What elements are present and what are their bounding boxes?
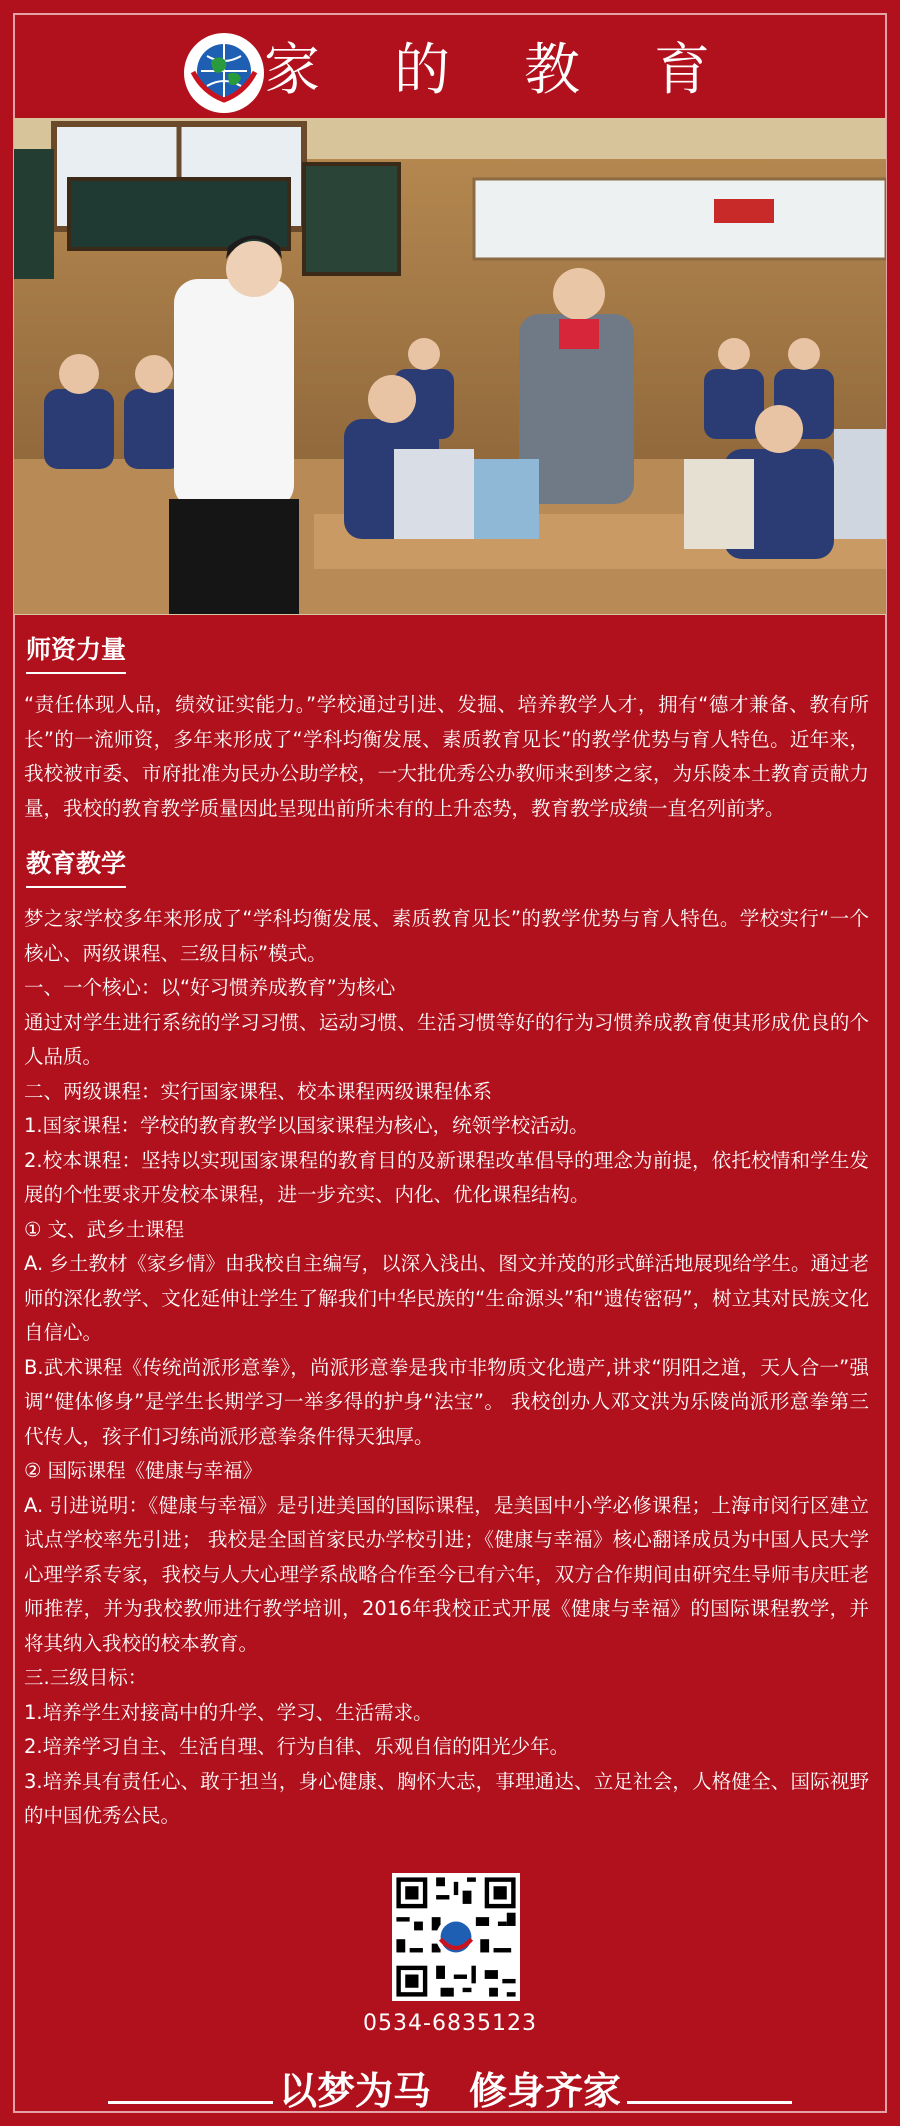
paragraph: 1.国家课程：学校的教育教学以国家课程为核心，统领学校活动。 xyxy=(24,1114,589,1137)
section-teaching xyxy=(24,826,869,1834)
content xyxy=(24,612,869,1834)
paragraph: A. 乡土教材《家乡情》由我校自主编写，以深入浅出、图文并茂的形式鲜活地展现给学生。通过老师的深化教学、文化延伸让学生了解我们中华民族的“生命源头”和“遗传密码”，树立其对民族文化自信心。 xyxy=(24,1252,869,1344)
motto-divider-right xyxy=(627,2101,792,2104)
paragraph: “责任体现人品，绩效证实能力。”学校通过引进、发掘、培养教学人才，拥有“德才兼备、教有所长”的一流师资，多年来形成了“学科均衡发展、素质教育见长”的教学优势与育人特色。近年来，我校被市委、市府批准为民办公助学校，一大批优秀公办教师来到梦之家，为乐陵本土教育贡献力量，我校的教育教学质量因此呈现出前所未有的上升态势，教育教学成绩一直名列前茅。 xyxy=(24,693,869,820)
section-heading: 教育教学 xyxy=(26,844,126,888)
paragraph: A. 引进说明：《健康与幸福》是引进美国的国际课程，是美国中小学必修课程；上海市闵行区建立试点学校率先引进； 我校是全国首家民办学校引进；《健康与幸福》核心翻译成员为中国人民大学心理学系专家，我校与人大心理学系战略合作至今已有六年，双方合作期间由研究生导师韦庆旺老师推荐，并为我校教师进行教学培训，2016年我校正式开展《健康与幸福》的国际课程教学，并将其纳入我校的校本教育。 xyxy=(24,1493,869,1655)
paragraph: B.武术课程《传统尚派形意拳》，尚派形意拳是我市非物质文化遗产,讲求“阴阳之道，天人合一”强调“健体修身”是学生长期学习一举多得的护身“法宝”。 我校创办人邓文洪为乐陵尚派形意拳第三代传人，孩子们习练尚派形意拳条件得天独厚。 xyxy=(24,1355,869,1448)
paragraph: 二、两级课程：实行国家课程、校本课程两级课程体系 xyxy=(24,1079,493,1103)
paragraph: ② 国际课程《健康与幸福》 xyxy=(24,1459,263,1482)
motto: 以梦为马 修身齐家 xyxy=(278,2069,621,2113)
paragraph: 2.校本课程：坚持以实现国家课程的教育目的及新课程改革倡导的理念为前提，依托校情和学生发展的个性要求开发校本课程，进一步充实、内化、优化课程结构。 xyxy=(24,1148,869,1206)
paragraph: 2.培养学习自主、生活自理、行为自律、乐观自信的阳光少年。 xyxy=(24,1735,570,1758)
paragraph: 通过对学生进行系统的学习习惯、运动习惯、生活习惯等好的行为习惯养成教育使其形成优良的个人品质。 xyxy=(24,1010,869,1068)
section-heading: 师资力量 xyxy=(26,630,126,674)
paragraph: 3.培养具有责任心、敢于担当，身心健康、胸怀大志，事理通达、立足社会，人格健全、国际视野的中国优秀公民。 xyxy=(24,1769,869,1827)
qr-code[interactable] xyxy=(392,1873,520,2001)
section-teachers xyxy=(24,612,869,826)
paragraph: 1.培养学生对接高中的升学、学习、生活需求。 xyxy=(24,1700,433,1724)
classroom-photo xyxy=(14,118,886,615)
paragraph: 三.三级目标： xyxy=(24,1666,148,1689)
paragraph: 梦之家学校多年来形成了“学科均衡发展、素质教育见长”的教学优势与育人特色。学校实行“一个核心、两级课程、三级目标”模式。 xyxy=(24,907,869,965)
contact-phone: 0534-6835123 xyxy=(363,2011,537,2036)
paragraph: ① 文、武乡土课程 xyxy=(24,1217,185,1241)
page-title: 家的教育 xyxy=(264,38,784,103)
header xyxy=(0,0,900,118)
paragraph: 一、一个核心：以“好习惯养成教育”为核心 xyxy=(24,976,396,999)
